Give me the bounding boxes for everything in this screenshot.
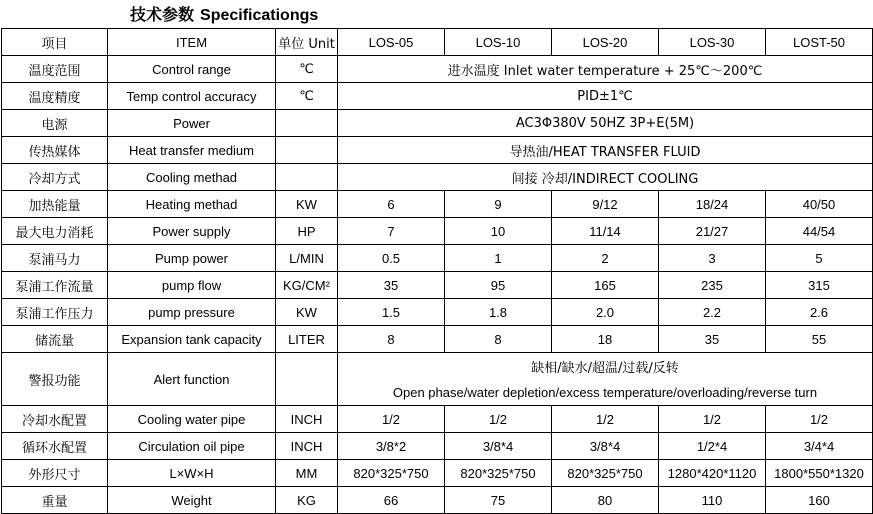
row-value: 95 [445,272,552,299]
header-item-cn: 项目 [2,29,108,56]
row-value: 2 [552,245,659,272]
row-label-en: pump flow [108,272,276,299]
row-span-value: 进水温度 Inlet water temperature + 25℃～200℃ [338,56,873,83]
table-row [2,83,873,110]
row-value: 8 [445,326,552,353]
row-label-cn: 温度范围 [2,56,108,83]
row-label-cn: 外形尺寸 [2,460,108,487]
table-row [2,191,873,218]
table-row [2,460,873,487]
row-label-cn: 冷却水配置 [2,406,108,433]
header-model-5: LOST-50 [766,29,873,56]
table-row [2,487,873,514]
row-value: 1280*420*1120 [659,460,766,487]
row-value: 9 [445,191,552,218]
row-label-en: Pump power [108,245,276,272]
page-title [0,0,873,28]
row-label-cn: 泵浦工作流量 [2,272,108,299]
row-value: 7 [338,218,445,245]
row-label-cn: 温度精度 [2,83,108,110]
header-unit-cn: 单位 [278,36,305,52]
row-label-en: Weight [108,487,276,514]
row-value: 1.5 [338,299,445,326]
row-label-en: Cooling water pipe [108,406,276,433]
row-label-en: Power supply [108,218,276,245]
row-value: 10 [445,218,552,245]
row-unit [276,379,338,406]
row-span-value: 间接 冷却/INDIRECT COOLING [338,164,873,191]
row-label-en: Heat transfer medium [108,137,276,164]
row-unit: LITER [276,326,338,353]
row-value: 18/24 [659,191,766,218]
row-value: 75 [445,487,552,514]
table-row [2,406,873,433]
row-unit [276,164,338,191]
row-unit: KW [276,299,338,326]
row-label-cn: 警报功能 [2,353,108,406]
row-value: 3/8*4 [445,433,552,460]
table-row [2,326,873,353]
table-row [2,137,873,164]
row-value: 165 [552,272,659,299]
page-title-en: Specificationgs [200,7,319,24]
row-value: 2.2 [659,299,766,326]
row-value: 110 [659,487,766,514]
row-unit [276,110,338,137]
row-value: 2.6 [766,299,873,326]
row-label-en: Expansion tank capacity [108,326,276,353]
header-model-1: LOS-05 [338,29,445,56]
row-value: 1/2*4 [659,433,766,460]
row-value: 1 [445,245,552,272]
header-unit-en: Unit [308,36,335,52]
row-value: 6 [338,191,445,218]
header-model-2: LOS-10 [445,29,552,56]
row-unit [276,137,338,164]
row-label-cn: 传热媒体 [2,137,108,164]
row-value: 1800*550*1320 [766,460,873,487]
row-label-cn: 泵浦马力 [2,245,108,272]
row-unit: INCH [276,406,338,433]
row-label-en: Power [108,110,276,137]
row-span-value: AC3Φ380V 50HZ 3P+E(5M) [338,110,873,137]
row-label-cn: 加热能量 [2,191,108,218]
row-label-en: Alert function [108,353,276,406]
row-label-en: Circulation oil pipe [108,433,276,460]
alert-line-1: 缺相/缺水/超温/过载/反转 [338,353,873,380]
row-value: 820*325*750 [338,460,445,487]
row-value: 21/27 [659,218,766,245]
header-model-3: LOS-20 [552,29,659,56]
row-value: 44/54 [766,218,873,245]
row-label-cn: 储流量 [2,326,108,353]
header-unit [276,29,338,56]
table-header-row [2,29,873,56]
row-label-cn: 重量 [2,487,108,514]
row-value: 820*325*750 [552,460,659,487]
row-value: 2.0 [552,299,659,326]
row-value: 3/8*2 [338,433,445,460]
row-value: 35 [659,326,766,353]
table-row [2,433,873,460]
row-label-cn: 循环水配置 [2,433,108,460]
row-label-en: Temp control accuracy [108,83,276,110]
row-unit: KG/CM² [276,272,338,299]
table-row [2,245,873,272]
specifications-table [1,28,873,514]
row-span-value: 导热油/HEAT TRANSFER FLUID [338,137,873,164]
row-unit: KW [276,191,338,218]
row-value: 820*325*750 [445,460,552,487]
table-row [2,218,873,245]
row-value: 160 [766,487,873,514]
row-label-en: Heating methad [108,191,276,218]
row-value: 0.5 [338,245,445,272]
row-value: 40/50 [766,191,873,218]
row-label-cn: 电源 [2,110,108,137]
row-value: 55 [766,326,873,353]
header-model-4: LOS-30 [659,29,766,56]
row-value: 66 [338,487,445,514]
row-span-value: PID±1℃ [338,83,873,110]
row-unit: HP [276,218,338,245]
row-value: 1/2 [659,406,766,433]
row-label-cn: 泵浦工作压力 [2,299,108,326]
row-value: 315 [766,272,873,299]
row-label-cn: 最大电力消耗 [2,218,108,245]
row-value: 5 [766,245,873,272]
row-unit: KG [276,487,338,514]
row-value: 1.8 [445,299,552,326]
table-row [2,110,873,137]
row-label-en: Control range [108,56,276,83]
row-value: 8 [338,326,445,353]
row-unit: ℃ [276,83,338,110]
row-unit: L/MIN [276,245,338,272]
table-row-alert-line1 [2,353,873,380]
row-value: 3 [659,245,766,272]
row-value: 80 [552,487,659,514]
row-value: 235 [659,272,766,299]
row-value: 1/2 [766,406,873,433]
row-value: 3/8*4 [552,433,659,460]
row-unit: ℃ [276,56,338,83]
table-row [2,56,873,83]
row-label-en: L×W×H [108,460,276,487]
row-label-en: Cooling methad [108,164,276,191]
row-value: 3/4*4 [766,433,873,460]
row-label-cn: 冷却方式 [2,164,108,191]
row-value: 1/2 [445,406,552,433]
row-value: 11/14 [552,218,659,245]
table-row [2,272,873,299]
row-unit: MM [276,460,338,487]
row-unit [276,353,338,380]
header-item-en: ITEM [108,29,276,56]
row-unit: INCH [276,433,338,460]
alert-line-2: Open phase/water depletion/excess temperature/overloading/reverse turn [338,379,873,406]
row-value: 18 [552,326,659,353]
table-row [2,164,873,191]
table-row [2,299,873,326]
row-value: 35 [338,272,445,299]
row-label-en: pump pressure [108,299,276,326]
row-value: 1/2 [338,406,445,433]
row-value: 9/12 [552,191,659,218]
page-title-cn: 技术参数 [130,5,195,24]
row-value: 1/2 [552,406,659,433]
